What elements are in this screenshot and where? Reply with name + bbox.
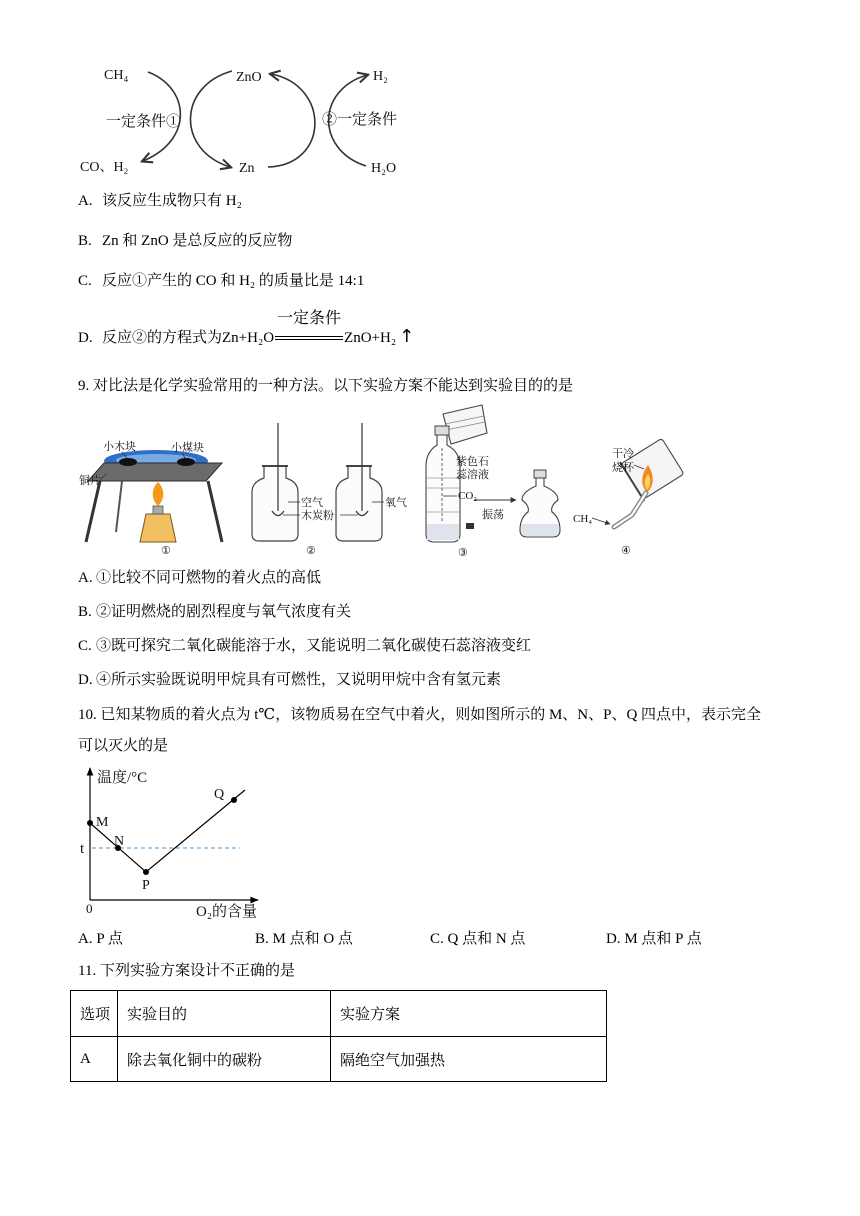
label-zn: Zn: [239, 161, 255, 176]
pouring-beaker: [443, 405, 487, 444]
bottle-cap: [466, 523, 474, 529]
q9-stem: 9. 对比法是化学实验常用的一种方法。以下实验方案不能达到实验目的的是: [78, 378, 574, 394]
point-p-label: P: [142, 878, 150, 893]
label-beaker-line2: 烧杯: [612, 462, 634, 474]
zinc-cycle-diagram: [0, 0, 860, 185]
point-n-label: N: [114, 834, 125, 849]
option-label: C.: [78, 273, 92, 289]
q8-option-b: [78, 231, 292, 251]
x-axis-label: O₂的含量: [196, 904, 258, 920]
point-m: [87, 820, 93, 826]
t-label: t: [80, 841, 85, 857]
q10-option-d: D. M 点和 P 点: [606, 931, 702, 947]
option-text: Zn 和 ZnO 是总反应的反应物: [102, 233, 293, 249]
option-text: 反应①产生的 CO 和 H₂ 的质量比是 14:1: [102, 273, 365, 289]
origin-label: 0: [86, 901, 93, 916]
gas-bottle-air: [252, 466, 298, 541]
q10-option-c: C. Q 点和 N 点: [430, 931, 526, 947]
point-p: [143, 869, 149, 875]
label-litmus-line1: 紫色石: [456, 456, 489, 468]
reaction-condition-text: 一定条件: [277, 310, 342, 327]
coal-piece: [177, 458, 195, 466]
label-condition-2: ②一定条件: [322, 112, 398, 128]
option-label: D.: [78, 672, 93, 688]
label-wood: 小木块: [103, 441, 136, 453]
lamp-flame-icon: [153, 482, 164, 506]
option-label: C.: [78, 638, 92, 654]
label-shake: 振荡: [482, 509, 504, 521]
q8-option-d: [78, 310, 415, 348]
arc-zn-to-zno: [268, 74, 315, 167]
q9-option-b: [78, 602, 351, 622]
temperature-oxygen-graph: [0, 760, 300, 920]
table-row: [71, 1037, 607, 1082]
experiment-plan-table: [70, 990, 607, 1082]
option-label: A.: [78, 570, 93, 586]
option-text: 该反应生成物只有 H₂: [102, 193, 242, 209]
gas-up-arrow: ↑: [399, 326, 415, 347]
copper-plate: [88, 463, 222, 481]
wood-piece: [119, 458, 137, 466]
figure-4-methane-combustion: [573, 437, 685, 557]
q10-option-b: B. M 点和 O 点: [255, 931, 353, 947]
figure-number-1: ①: [161, 545, 171, 557]
alcohol-lamp-icon: [140, 514, 176, 542]
label-co-h2: CO、H₂: [80, 160, 129, 175]
point-q: [231, 797, 237, 803]
table-header-row: [71, 991, 607, 1037]
reaction-condition-sign: [275, 310, 343, 347]
point-m-label: M: [96, 815, 109, 830]
label-ch4: CH₄: [104, 68, 129, 83]
label-ch4-gas: CH₄: [573, 513, 593, 525]
gas-bottle-oxygen: [336, 466, 382, 541]
q10-stem-line1: 10. 已知某物质的着火点为 t℃，该物质易在空气中着火，则如图所示的 M、N、P、Q 四点中，表示完全: [78, 707, 762, 723]
q9-option-c: [78, 636, 531, 656]
point-q-label: Q: [214, 787, 225, 802]
q8-option-c: [78, 271, 364, 291]
figure-1-copper-plate-heating: [79, 439, 222, 557]
q10-stem-line2: 可以灭火的是: [78, 738, 169, 754]
label-h2: H₂: [373, 69, 388, 84]
double-equals-line: [275, 336, 343, 340]
label-co2: CO₂: [458, 490, 478, 502]
figure-number-4: ④: [621, 545, 631, 557]
option-label: D.: [78, 330, 93, 346]
equation-lhs: Zn+H₂O: [222, 330, 275, 346]
option-text: 反应②的方程式为: [102, 330, 223, 346]
label-zno: ZnO: [236, 70, 262, 85]
header-purpose: 实验目的: [118, 991, 331, 1037]
q10-option-a: A. P 点: [78, 931, 123, 947]
q9-experiment-figures: [0, 400, 860, 565]
label-beaker-line1: 干冷: [612, 448, 634, 460]
option-text: ③既可探究二氧化碳能溶于水，又能说明二氧化碳使石蕊溶液变红: [96, 638, 532, 654]
glass-tube: [614, 493, 646, 527]
curve-line: [90, 790, 245, 872]
figure-number-3: ③: [458, 547, 468, 559]
figure-2-charcoal-combustion: [252, 423, 407, 557]
option-text: ④所示实验既说明甲烷具有可燃性，又说明甲烷中含有氢元素: [96, 672, 502, 688]
y-axis-label: 温度/°C: [97, 770, 148, 786]
q8-option-a: [78, 191, 242, 211]
label-air: 空气: [301, 497, 323, 509]
label-condition-1: 一定条件①: [106, 114, 182, 130]
label-copper: 铜片: [79, 475, 101, 487]
q11-stem: 11. 下列实验方案设计不正确的是: [78, 963, 295, 979]
label-charcoal: 木炭粉: [301, 510, 334, 522]
label-oxygen: 氧气: [385, 497, 407, 509]
label-h2o: H₂O: [371, 161, 397, 176]
label-coal: 小煤块: [171, 442, 204, 454]
arc-zno-to-zn: [190, 71, 232, 167]
q9-option-d: [78, 670, 501, 690]
option-text: ①比较不同可燃物的着火点的高低: [96, 570, 322, 586]
q9-option-a: [78, 568, 321, 588]
option-label: B.: [78, 233, 92, 249]
label-litmus-line2: 蕊溶液: [456, 469, 489, 481]
cell-plan: 隔绝空气加强热: [331, 1037, 607, 1082]
option-text: ②证明燃烧的剧烈程度与氧气浓度有关: [96, 604, 352, 620]
figure-3-co2-bottle: [426, 405, 560, 559]
equation-rhs: ZnO+H₂: [344, 330, 397, 346]
figure-number-2: ②: [306, 545, 316, 557]
cell-option: A: [71, 1037, 118, 1082]
cell-purpose: 除去氧化铜中的碳粉: [118, 1037, 331, 1082]
option-label: A.: [78, 193, 93, 209]
option-label: B.: [78, 604, 92, 620]
header-option: 选项: [71, 991, 118, 1037]
header-plan: 实验方案: [331, 991, 607, 1037]
